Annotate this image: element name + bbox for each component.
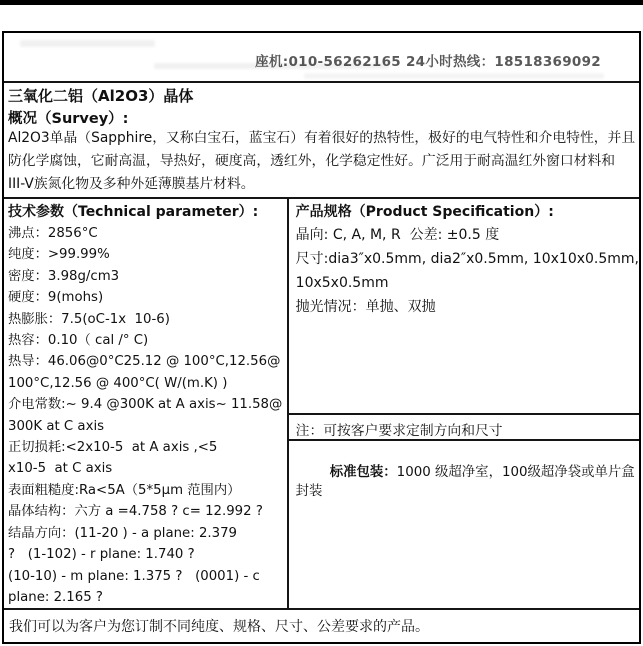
tech-line: 100°C,12.56 @ 400°C( W/(m.K) ) bbox=[8, 375, 228, 391]
spec-line: 10x5x0.5mm bbox=[295, 275, 389, 291]
tech-line: 热容：0.10（ cal /° C) bbox=[8, 333, 149, 349]
technical-parameters-heading: 技术参数（Technical parameter）: bbox=[8, 204, 259, 220]
custom-note-row: 注：可按客户要求定制方向和尺寸 bbox=[289, 413, 639, 441]
spec-line: 抛光情况：单抛、双抛 bbox=[295, 299, 436, 315]
tech-line: 密度：3.98g/cm3 bbox=[8, 268, 120, 284]
tech-line: 正切损耗:<2x10-5 at A axis ,<5 bbox=[8, 440, 218, 456]
contact-header bbox=[4, 33, 639, 83]
tech-line: 热膨胀：7.5(oC-1x 10-6) bbox=[8, 311, 170, 327]
tech-line: 硬度：9(mohs) bbox=[8, 290, 104, 306]
contact-phones: 座机:010-56262165 24小时热线：18518369092 bbox=[255, 54, 601, 70]
watermark-smudge bbox=[304, 73, 604, 79]
tech-line: 纯度：>99.99% bbox=[8, 247, 110, 263]
tech-line: 热导：46.06@0°C25.12 @ 100°C,12.56@ bbox=[8, 354, 281, 370]
tech-line: 结晶方向：(11-20 ) - a plane: 2.379 bbox=[8, 525, 238, 541]
technical-parameters-cell bbox=[4, 199, 289, 608]
survey-text-line: 防化学腐蚀，它耐高温，导热好，硬度高，透红外，化学稳定性好。广泛用于耐高温红外窗口材料和 bbox=[8, 153, 616, 169]
product-specification-cell bbox=[289, 199, 639, 608]
tech-line: x10-5 at C axis bbox=[8, 461, 113, 477]
footer-note: 我们可以为客户为您订制不同纯度、规格、尺寸、公差要求的产品。 bbox=[4, 608, 639, 642]
survey-text-line: III-V族氮化物及多种外延薄膜基片材料。 bbox=[8, 176, 255, 192]
top-black-bar bbox=[0, 0, 643, 5]
tech-line: 晶体结构：六方 a =4.758 ? c= 12.992 ? bbox=[8, 504, 263, 520]
tech-line: ? (1-102) - r plane: 1.740 ? bbox=[8, 547, 195, 563]
survey-text-line: Al2O3单晶（Sapphire，又称白宝石，蓝宝石）有着很好的热特性，极好的电气特性和介电特性，并且 bbox=[8, 130, 636, 146]
spec-line: 晶向: C, A, M, R 公差: ±0.5 度 bbox=[295, 227, 500, 243]
product-specification-heading: 产品规格（Product Specification）: bbox=[295, 204, 554, 220]
spec-table bbox=[4, 197, 639, 608]
tech-line: plane: 2.165 ? bbox=[8, 589, 103, 605]
tech-line: 沸点：2856°C bbox=[8, 226, 98, 241]
watermark-smudge bbox=[20, 40, 155, 47]
document-frame bbox=[2, 31, 641, 644]
packaging-text: 1000 级超净室，100级超净袋或单片盒封装 bbox=[295, 465, 635, 499]
spec-line: 尺寸:dia3″x0.5mm, dia2″x0.5mm, 10x10x0.5mm, bbox=[295, 251, 639, 267]
watermark-smudge bbox=[154, 63, 389, 69]
page-title: 三氧化二铝（Al2O3）晶体 bbox=[8, 87, 194, 105]
survey-section bbox=[4, 105, 639, 197]
product-specification-block bbox=[289, 199, 639, 413]
tech-line: 介电常数:~ 9.4 @300K at A axis~ 11.58@ bbox=[8, 397, 283, 413]
tech-line: 300K at C axis bbox=[8, 418, 105, 434]
survey-heading: 概况（Survey）: bbox=[8, 111, 129, 127]
tech-line: (10-10) - m plane: 1.375 ? (0001) - c bbox=[8, 568, 260, 584]
packaging-row bbox=[289, 441, 639, 608]
packaging-label: 标准包装： bbox=[329, 465, 397, 480]
tech-line: 表面粗糙度:Ra<5A（5*5μm 范围内） bbox=[8, 482, 241, 498]
